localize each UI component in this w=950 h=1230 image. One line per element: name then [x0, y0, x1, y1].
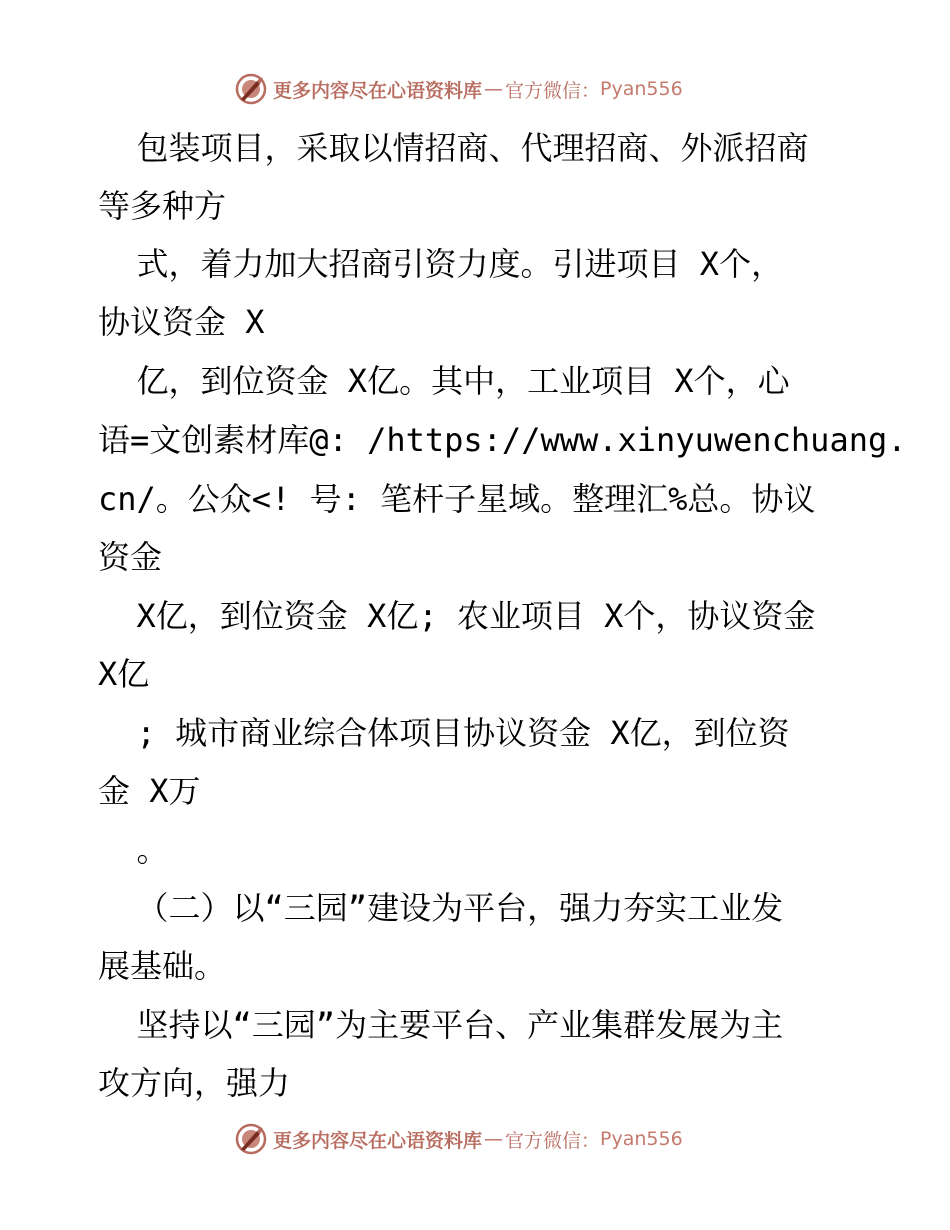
body-line: 攻方向，强力: [98, 1064, 291, 1102]
body-line: 协议资金 X: [98, 303, 265, 341]
body-line: 等多种方: [98, 187, 227, 225]
body-line: 金 X万: [98, 772, 201, 810]
footer-banner: [235, 1122, 683, 1156]
body-line: 。: [98, 831, 169, 869]
body-line: ; 城市商业综合体项目协议资金 X亿，到位资: [98, 714, 790, 752]
body-line: 资金: [98, 538, 163, 576]
banner-wechat-id: Pyan556: [600, 1128, 683, 1150]
header-banner: [235, 72, 683, 106]
banner-main-text: 更多内容尽在心语资料库: [273, 1129, 483, 1152]
body-line: 式，着力加大招商引资力度。引进项目 X个，: [98, 245, 784, 283]
body-line: （二）以“三园”建设为平台，强力夯实工业发: [98, 889, 784, 927]
banner-main-text: 更多内容尽在心语资料库: [273, 79, 483, 102]
body-line: 包装项目，采取以情招商、代理招商、外派招商: [98, 129, 809, 167]
banner-separator: —: [484, 1128, 504, 1150]
banner-label: 官方微信：: [505, 1129, 601, 1152]
body-line: cn/。公众<! 号: 笔杆子星域。整理汇%总。协议: [98, 480, 816, 518]
body-line: 语=文创素材库@: /https://www.xinyuwenchuang.: [98, 421, 907, 459]
body-line: X亿，到位资金 X亿; 农业项目 X个，协议资金: [98, 597, 816, 635]
body-line: 坚持以“三园”为主要平台、产业集群发展为主: [98, 1006, 784, 1044]
pen-logo-icon: [235, 73, 267, 105]
body-line: X亿: [98, 655, 150, 693]
body-line: 亿，到位资金 X亿。其中，工业项目 X个，心: [98, 362, 790, 400]
pen-logo-icon: [235, 1123, 267, 1155]
banner-label: 官方微信：: [505, 79, 601, 102]
banner-separator: —: [484, 78, 504, 100]
banner-wechat-id: Pyan556: [600, 78, 683, 100]
body-line: 展基础。: [98, 947, 227, 985]
